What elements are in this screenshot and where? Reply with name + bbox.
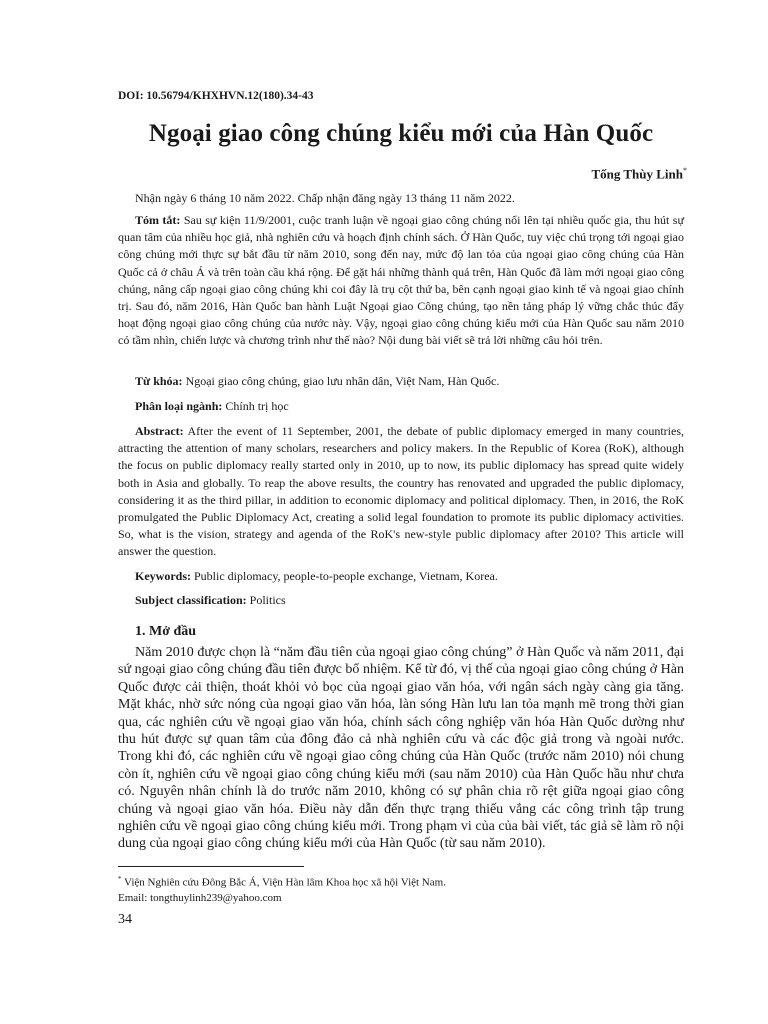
field-en-label: Subject classification: [135,593,247,607]
keywords-vi-label: Từ khóa: [135,374,183,388]
summary-vi-text: Sau sự kiện 11/9/2001, cuộc tranh luận về ngoại giao công chúng nổi lên tại nhiều quốc gia, thu hút sự quan tâm của nhiều học giả, nhà nghiên cứu và hoạch định chính sách. Ở Hàn Quốc, tuy việc chú trọng tới ngoại giao công chúng mới thực sự bắt đầu từ năm 2010, song đến nay, mức độ lan tỏa của ngoại giao công chúng của Hàn Quốc cả ở châu Á và trên toàn cầu khá rộng. Để gặt hái những thành quả trên, Hàn Quốc đã làm mới ngoại giao công chúng, nâng cấp ngoại giao công chúng khi coi đây là trụ cột thứ ba, bên cạnh ngoại giao kinh tế và ngoại giao chính trị. Sau đó, năm 2016, Hàn Quốc ban hành Luật Ngoại giao Công chúng, tạo nền tảng pháp lý vững chắc thúc đẩy hoạt động ngoại giao công chúng của nước này. Vậy, ngoại giao công chúng kiểu mới của Hàn Quốc sau năm 2010 có tầm nhìn, chiến lược và chương trình như thế nào? Nội dung bài viết sẽ trả lời những câu hỏi trên. [118,213,684,348]
keywords-en [118,568,684,585]
footnote-divider [118,866,304,867]
abstract-en [118,423,684,561]
keywords-en-text: Public diplomacy, people-to-people exchange, Vietnam, Korea. [191,569,498,583]
section-heading: 1. Mở đầu [135,624,197,639]
field-en [118,592,684,609]
footnote-email: Email: tongthuylinh239@yahoo.com [118,892,282,904]
footnote-affiliation-text: Viện Nghiên cứu Đông Bắc Á, Viện Hàn lâm Khoa học xã hội Việt Nam. [121,876,446,889]
page-number: 34 [118,912,132,927]
author-name: Tống Thùy Linh [591,166,683,182]
summary-vi [118,212,684,350]
author-footnote-mark: * [683,166,687,175]
footnote-mark: * [118,875,122,883]
article-title: Ngoại giao công chúng kiểu mới của Hàn Quốc [148,120,654,147]
field-vi [118,398,684,415]
field-en-text: Politics [246,593,286,607]
field-vi-text: Chính trị học [222,399,289,413]
footnote-affiliation [118,875,446,889]
abstract-en-label: Abstract: [135,424,184,438]
summary-vi-label: Tóm tắt: [135,213,181,227]
abstract-en-text: After the event of 11 September, 2001, the debate of public diplomacy emerged in many countries, attracting the attention of many scholars, researchers and policy makers. In the Republic of Korea (RoK), although the focus on public diplomacy really started only in 2010, up to now, its public diplomacy has spread quite widely both in Asia and globally. To reap the above results, the country has renovated and upgraded the public diplomacy, considering it as the third pillar, in addition to economic diplomacy and political diplomacy. Then, in 2016, the RoK promulgated the Public Diplomacy Act, creating a solid legal foundation to promote its public diplomacy activities. So, what is the vision, strategy and agenda of the RoK's new-style public diplomacy after 2010? This article will answer the question. [118,424,684,559]
field-vi-label: Phân loại ngành: [135,399,223,413]
received-accepted-dates: Nhận ngày 6 tháng 10 năm 2022. Chấp nhận đăng ngày 13 tháng 11 năm 2022. [135,191,515,205]
keywords-vi [118,373,684,390]
doi-line: DOI: 10.56794/KHXHVN.12(180).34-43 [118,90,314,102]
keywords-vi-text: Ngoại giao công chúng, giao lưu nhân dân, Việt Nam, Hàn Quốc. [182,374,500,388]
author-line [591,166,687,182]
section-body: Năm 2010 được chọn là “năm đầu tiên của ngoại giao công chúng” ở Hàn Quốc và năm 2011, đại sứ ngoại giao công chúng đầu tiên được bổ nhiệm. Kể từ đó, vị thế của ngoại giao công chúng ở Hàn Quốc được cải thiện, thoát khỏi vỏ bọc của ngoại giao văn hóa, với ngân sách ngày càng gia tăng. Mặt khác, nhờ sức nóng của ngoại giao văn hóa, làn sóng Hàn lưu lan tỏa mạnh mẽ trong thời gian qua, các nghiên cứu về ngoại giao văn hóa, chính sách công nghiệp văn hóa Hàn Quốc dường như thu hút được sự quan tâm của đông đảo cả nhà nghiên cứu và các độc giả trong và ngoài nước. Trong khi đó, các nghiên cứu về ngoại giao công chúng của Hàn Quốc (trước năm 2010) nói chung còn ít, nghiên cứu về ngoại giao công chúng kiểu mới (sau năm 2010) của Hàn Quốc hầu như chưa có. Nguyên nhân chính là do trước năm 2010, không có sự phân chia rõ rệt giữa ngoại giao công chúng và ngoại giao văn hóa. Điều này dẫn đến thực trạng thiếu vắng các công trình tập trung nghiên cứu về ngoại giao công chúng kiểu mới. Trong phạm vi của của bài viết, tác giả sẽ làm rõ nội dung của ngoại giao công chúng kiểu mới của Hàn Quốc (từ sau năm 2010). [118,645,684,852]
keywords-en-label: Keywords: [135,569,191,583]
